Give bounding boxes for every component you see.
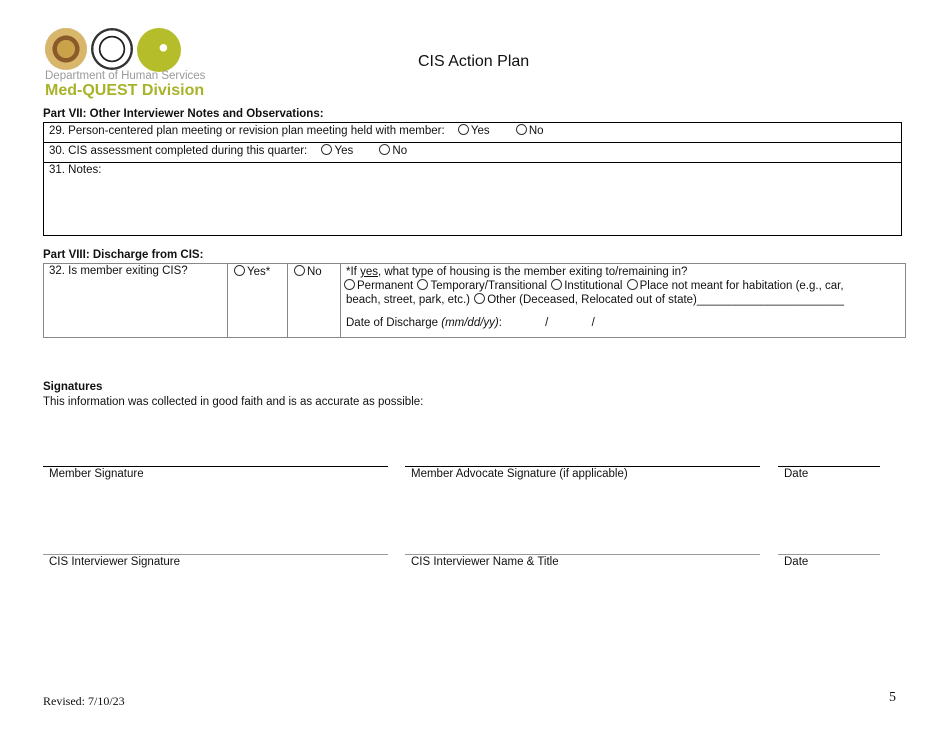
housing-option-permanent[interactable]: Permanent xyxy=(343,280,413,292)
housing-option-temporary[interactable]: Temporary/Transitional xyxy=(416,280,547,292)
q29-no-option[interactable] xyxy=(515,125,544,137)
q31-notes-field[interactable] xyxy=(44,163,902,236)
housing-option-not-meant-for-habitation[interactable]: Place not meant for habitation (e.g., car, xyxy=(626,280,844,292)
radio-icon[interactable] xyxy=(627,279,638,290)
q32-cell xyxy=(44,264,228,338)
page-number: 5 xyxy=(889,690,896,705)
member-signature-label: Member Signature xyxy=(49,468,144,480)
radio-icon[interactable] xyxy=(379,144,390,155)
radio-icon[interactable] xyxy=(551,279,562,290)
table-row xyxy=(44,264,906,338)
radio-icon[interactable] xyxy=(294,265,305,276)
radio-icon[interactable] xyxy=(474,293,485,304)
radio-icon[interactable] xyxy=(417,279,428,290)
page-title: CIS Action Plan xyxy=(418,53,530,70)
part7-title: Part VII: Other Interviewer Notes and Observations: xyxy=(43,108,324,120)
radio-icon[interactable] xyxy=(458,124,469,135)
part8-title: Part VIII: Discharge from CIS: xyxy=(43,249,204,261)
q32-no-label: No xyxy=(307,266,322,278)
housing-option-institutional[interactable]: Institutional xyxy=(550,280,622,292)
radio-icon[interactable] xyxy=(234,265,245,276)
date-line[interactable] xyxy=(778,554,880,555)
q32-no-option[interactable] xyxy=(293,266,322,278)
radio-icon[interactable] xyxy=(344,279,355,290)
advocate-signature-label: Member Advocate Signature (if applicable) xyxy=(411,468,628,480)
agency-seal-icon xyxy=(91,28,133,70)
housing-options-continued: beach, street, park, etc.) Other (Deceased, Relocated out of state)_______________________ xyxy=(346,294,844,306)
q31-label: 31. Notes: xyxy=(49,164,102,176)
q29-label: 29. Person-centered plan meeting or revision plan meeting held with member: xyxy=(49,125,445,137)
q30-yes-label: Yes xyxy=(334,145,354,157)
q30-no-label: No xyxy=(392,145,408,157)
table-row xyxy=(44,123,902,143)
q30-cell xyxy=(44,143,902,163)
state-seal-icon xyxy=(45,28,87,70)
interviewer-name-line[interactable] xyxy=(405,554,760,555)
interviewer-signature-label: CIS Interviewer Signature xyxy=(49,556,181,568)
q32-yes-cell xyxy=(228,264,288,338)
q29-yes-label: Yes xyxy=(470,125,490,137)
department-name: Department of Human Services xyxy=(45,70,206,82)
signatures-statement: This information was collected in good faith and is as accurate as possible: xyxy=(43,396,424,408)
q29-cell xyxy=(44,123,902,143)
division-name: Med-QUEST Division xyxy=(45,82,205,99)
date-slash: / xyxy=(591,317,595,329)
q32-label: 32. Is member exiting CIS? xyxy=(49,265,188,277)
table-row xyxy=(44,143,902,163)
part7-table xyxy=(43,122,902,236)
date-line[interactable] xyxy=(778,466,880,467)
signatures-title: Signatures xyxy=(43,381,103,393)
discharge-date-field[interactable]: Date of Discharge (mm/dd/yy): / / xyxy=(346,317,595,329)
med-quest-leaf-icon xyxy=(137,28,181,72)
interviewer-name-label: CIS Interviewer Name & Title xyxy=(411,556,559,568)
radio-icon[interactable] xyxy=(516,124,527,135)
date-label: Date xyxy=(784,468,809,480)
date-label: Date xyxy=(784,556,809,568)
table-row xyxy=(44,163,902,236)
revised-date: Revised: 7/10/23 xyxy=(43,694,125,708)
housing-cell xyxy=(341,264,906,338)
housing-question: *If yes, what type of housing is the member exiting to/remaining in? xyxy=(346,266,688,278)
q30-no-option[interactable] xyxy=(378,145,407,157)
q29-no-label: No xyxy=(528,125,544,137)
part8-table xyxy=(43,263,906,338)
q29-yes-option[interactable] xyxy=(457,125,490,137)
housing-option-other[interactable]: Other (Deceased, Relocated out of state)_______________________ xyxy=(473,294,844,306)
q32-yes-option[interactable] xyxy=(233,266,270,278)
interviewer-signature-line[interactable] xyxy=(43,554,388,555)
date-slash: / xyxy=(545,317,549,329)
q30-label: 30. CIS assessment completed during this quarter: xyxy=(49,145,308,157)
housing-options xyxy=(343,279,900,293)
q30-yes-option[interactable] xyxy=(320,145,353,157)
advocate-signature-line[interactable] xyxy=(405,466,760,467)
q32-yes-label: Yes* xyxy=(247,266,271,278)
radio-icon[interactable] xyxy=(321,144,332,155)
q32-no-cell xyxy=(288,264,341,338)
member-signature-line[interactable] xyxy=(43,466,388,467)
dhs-logo xyxy=(43,26,218,98)
